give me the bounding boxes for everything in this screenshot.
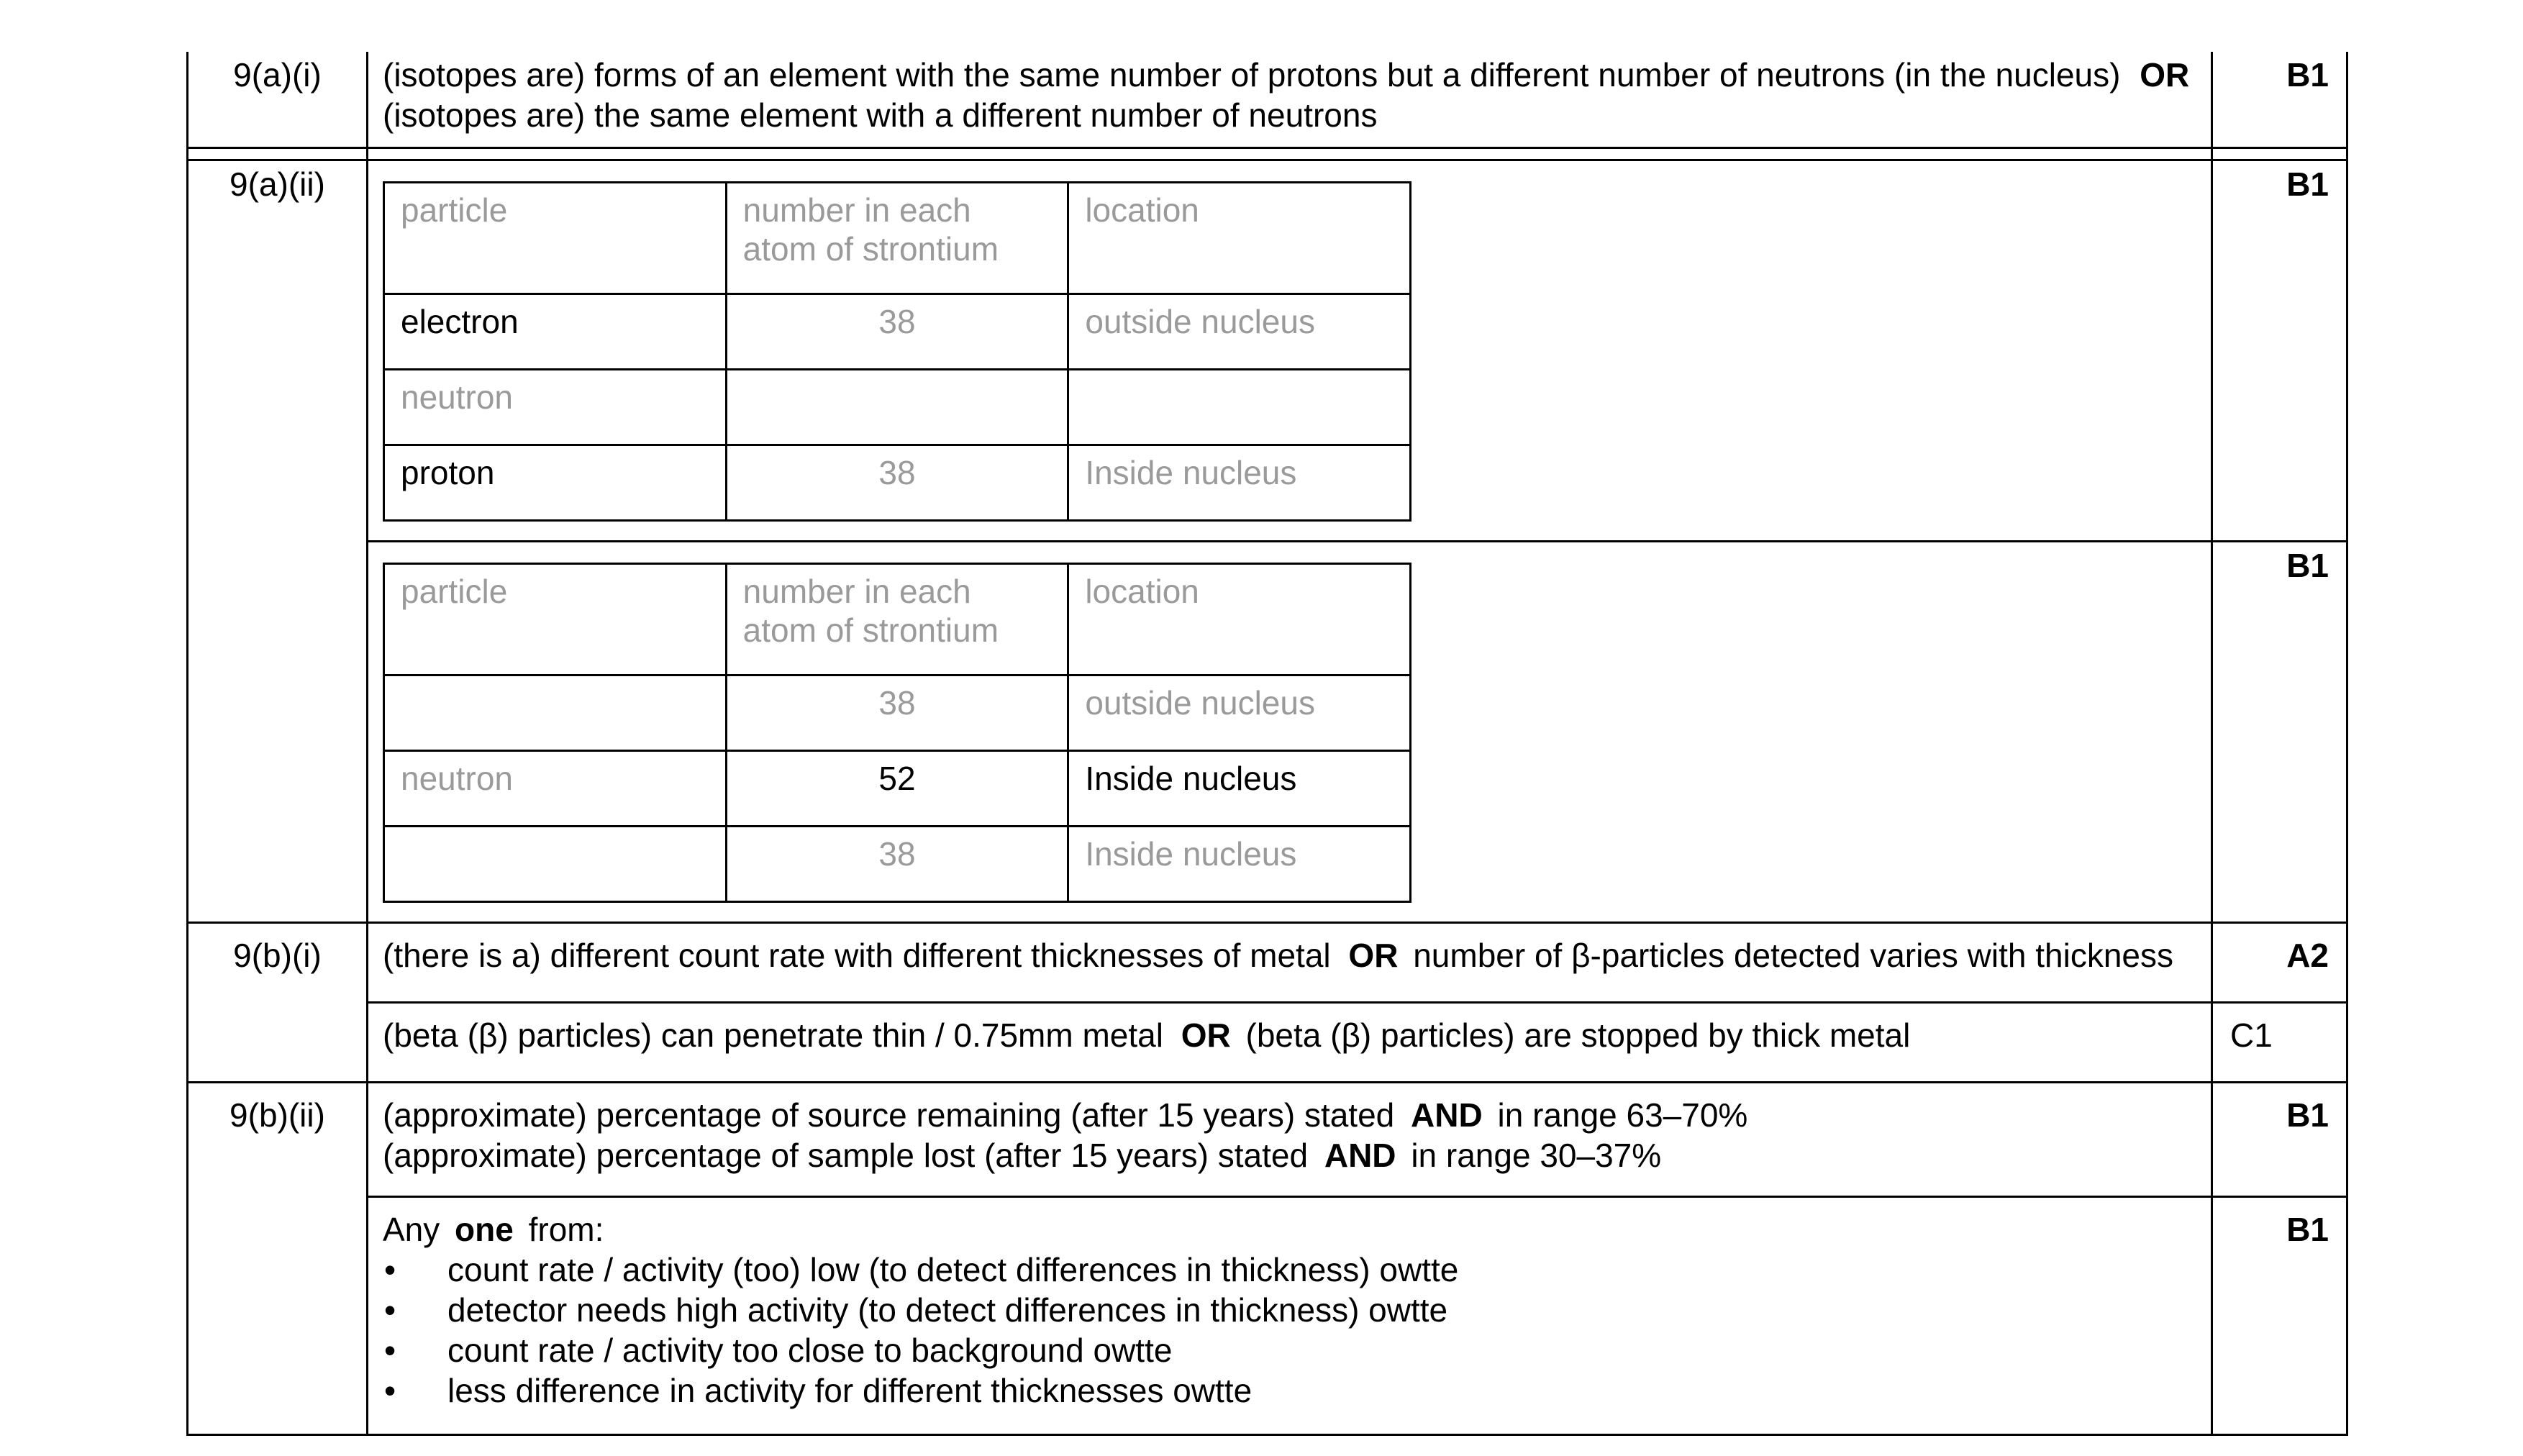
- answer-text: (approximate) percentage of sample lost (after 15 years) stated: [383, 1137, 1309, 1174]
- row-9bii-2: [188, 1197, 2347, 1435]
- answer-cell: [368, 1003, 2212, 1083]
- answer-cell: [368, 542, 2212, 923]
- mark-code: A2: [2212, 923, 2347, 1003]
- row-separator: [188, 148, 2347, 160]
- list-item: • detector needs high activity (to detect differences in thickness) owtte: [447, 1290, 2196, 1330]
- intro-text: Any: [383, 1211, 440, 1248]
- table-cell: [726, 370, 1068, 445]
- row-9bii-1: [188, 1083, 2347, 1197]
- mark-code: B1: [2212, 52, 2347, 148]
- one-keyword: one: [455, 1211, 514, 1248]
- question-number: 9(b)(ii): [188, 1083, 368, 1435]
- table-cell: Inside nucleus: [1068, 751, 1411, 827]
- answer-cell: [368, 52, 2212, 148]
- row-9aii-table2: [188, 542, 2347, 923]
- table-header: location: [1068, 564, 1411, 675]
- table-cell: [384, 675, 727, 751]
- answer-cell: [368, 923, 2212, 1003]
- table-cell: neutron: [384, 751, 727, 827]
- table-cell: Inside nucleus: [1068, 445, 1411, 521]
- answer-text: (isotopes are) the same element with a different number of neutrons: [383, 96, 1378, 134]
- intro-text: from:: [528, 1211, 604, 1248]
- question-number: 9(b)(i): [188, 923, 368, 1083]
- answer-cell: [368, 1197, 2212, 1435]
- answer-cell: [368, 1083, 2212, 1197]
- table-cell: neutron: [384, 370, 727, 445]
- table-cell: 38: [726, 827, 1068, 902]
- list-item: • count rate / activity (too) low (to detect differences in thickness) owtte: [447, 1250, 2196, 1290]
- mark-scheme-table: [186, 52, 2348, 1436]
- row-9ai: [188, 52, 2347, 148]
- question-number: 9(a)(ii): [188, 160, 368, 923]
- answer-text: (there is a) different count rate with different thicknesses of metal: [383, 937, 1331, 974]
- table-cell: [1068, 370, 1411, 445]
- and-keyword: AND: [1411, 1096, 1483, 1134]
- bullet-list: [383, 1250, 2196, 1411]
- row-9bi-1: [188, 923, 2347, 1003]
- mark-code: B1: [2212, 160, 2347, 542]
- table-cell: [384, 827, 727, 902]
- particle-table-1: [383, 181, 1411, 522]
- answer-text: number of β-particles detected varies with thickness: [1413, 937, 2174, 974]
- particle-table-2: [383, 563, 1411, 903]
- answer-cell: [368, 160, 2212, 542]
- table-cell: 38: [726, 445, 1068, 521]
- list-item: • less difference in activity for different thicknesses owtte: [447, 1370, 2196, 1411]
- table-cell: proton: [384, 445, 727, 521]
- row-9aii-table1: [188, 160, 2347, 542]
- and-keyword: AND: [1324, 1137, 1396, 1174]
- row-9bi-2: [188, 1003, 2347, 1083]
- answer-text: (beta (β) particles) can penetrate thin / 0.75mm metal: [383, 1016, 1163, 1054]
- table-cell: 38: [726, 675, 1068, 751]
- table-cell: outside nucleus: [1068, 294, 1411, 370]
- answer-text: in range 63–70%: [1497, 1096, 1748, 1134]
- question-number: 9(a)(i): [188, 52, 368, 148]
- mark-code: B1: [2212, 1083, 2347, 1197]
- table-cell: outside nucleus: [1068, 675, 1411, 751]
- answer-text: (approximate) percentage of source remaining (after 15 years) stated: [383, 1096, 1395, 1134]
- mark-code: C1: [2212, 1003, 2347, 1083]
- table-header: location: [1068, 183, 1411, 294]
- table-cell: electron: [384, 294, 727, 370]
- or-keyword: OR: [2140, 56, 2190, 94]
- answer-text: (isotopes are) forms of an element with the same number of protons but a different number of neutrons (in the nucleus): [383, 56, 2121, 94]
- mark-code: B1: [2212, 542, 2347, 923]
- table-cell: 38: [726, 294, 1068, 370]
- mark-code: B1: [2212, 1197, 2347, 1435]
- table-header: particle: [384, 183, 727, 294]
- or-keyword: OR: [1348, 937, 1399, 974]
- table-header: number in each atom of strontium: [726, 183, 1068, 294]
- or-keyword: OR: [1181, 1016, 1231, 1054]
- list-item: • count rate / activity too close to background owtte: [447, 1330, 2196, 1370]
- answer-text: in range 30–37%: [1411, 1137, 1662, 1174]
- answer-text: (beta (β) particles) are stopped by thick metal: [1245, 1016, 1911, 1054]
- table-header: number in each atom of strontium: [726, 564, 1068, 675]
- table-cell: Inside nucleus: [1068, 827, 1411, 902]
- table-header: particle: [384, 564, 727, 675]
- table-cell: 52: [726, 751, 1068, 827]
